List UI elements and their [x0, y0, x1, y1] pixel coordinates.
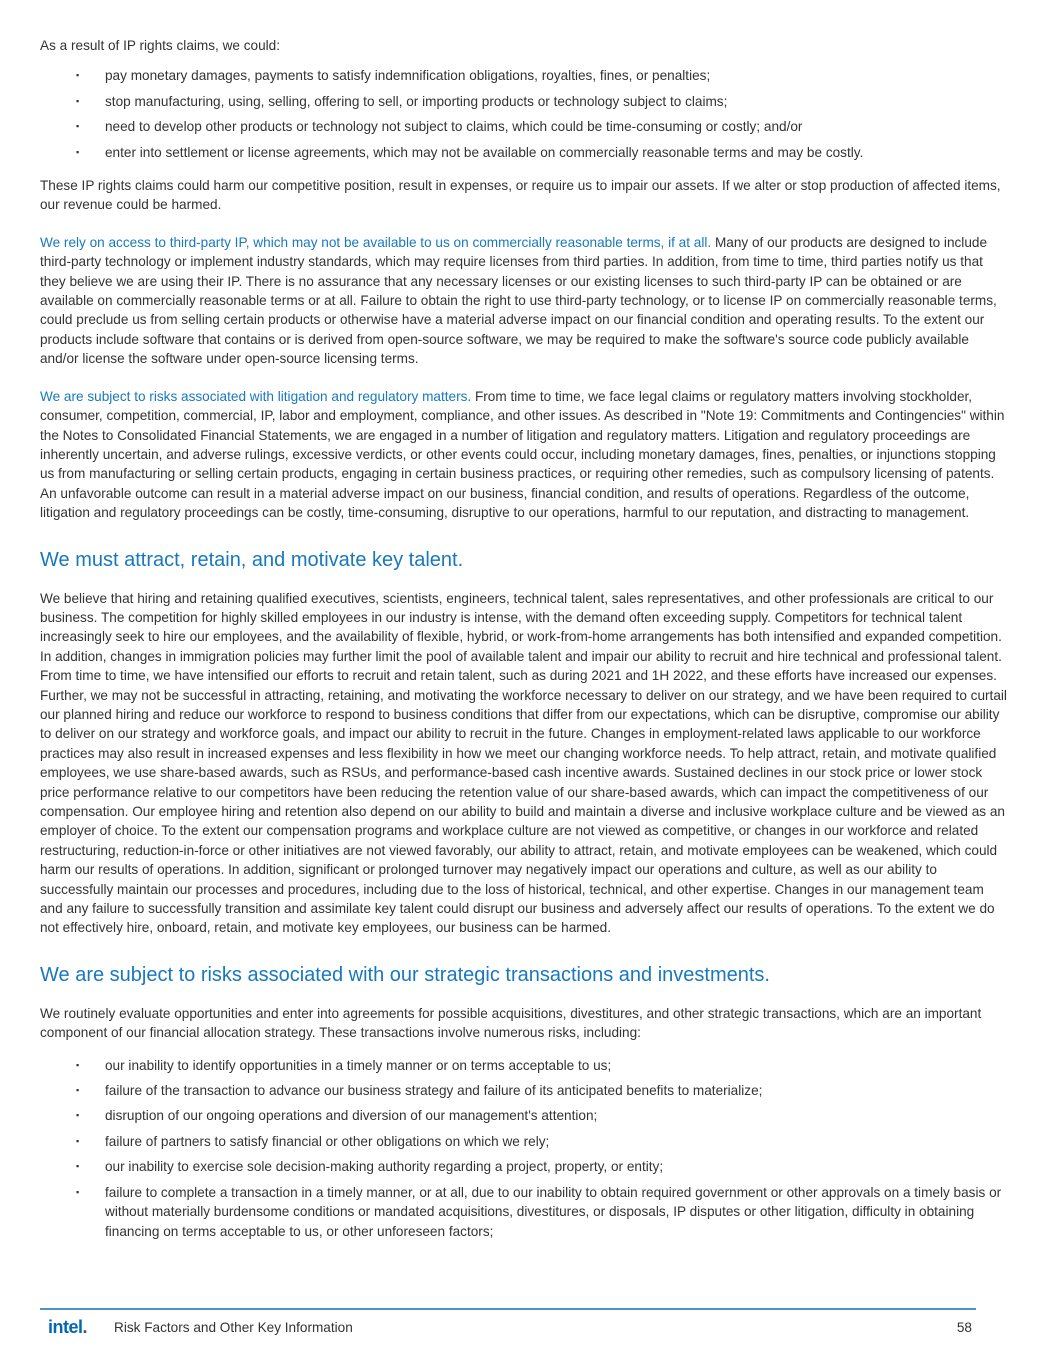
list-item-text: pay monetary damages, payments to satisfy indemnification obligations, royalties, fines, or penalties; — [105, 68, 711, 84]
list-item-text: failure of partners to satisfy financial or other obligations on which we rely; — [105, 1133, 550, 1149]
bullet-icon: ▪ — [76, 1186, 80, 1197]
list-item-text: enter into settlement or license agreements, which may not be available on commercially reasonable terms and may be costly. — [105, 144, 864, 160]
list-item — [40, 117, 1010, 136]
intel-logo-text: intel — [48, 1317, 83, 1337]
paragraph-ip-claims-harm: These IP rights claims could harm our competitive position, result in expenses, or require us to impair our assets. If we alter or stop production of affected items, our revenue could be harmed. — [40, 178, 1001, 213]
footer-section-title: Risk Factors and Other Key Information — [114, 1319, 353, 1335]
paragraph-third-party-ip — [40, 233, 1010, 369]
list-item — [40, 1056, 1010, 1075]
list-item-text: failure to complete a transaction in a timely manner, or at all, due to our inability to obtain required government or other approvals on a timely basis or without materially burdensome conditions or mandated acquisitions, divestitures, or disposals, IP disputes or other litigation, difficulty in obtaining financing on terms acceptable to us, or other unforeseen factors; — [105, 1184, 1002, 1239]
paragraph-text: Many of our products are designed to include third-party technology or implement industry standards, which may require licenses from third parties. In addition, from time to time, third parties notify us that they believe we are using their IP. There is no assurance that any necessary licenses or our existing licenses to such third-party IP can be obtained or are available on commercially reasonable terms or at all. Failure to obtain the right to use third-party technology, or to license IP on commercially reasonable terms, could preclude us from selling certain products or otherwise have a material adverse impact on our financial condition and operating results. To the extent our products include software that contains or is derived from open-source software, we may be required to make the software's source code publicly available and/or license the software under open-source licensing terms. — [40, 234, 997, 367]
heading-strategic-transactions: We are subject to risks associated with our strategic transactions and investments. — [40, 963, 770, 986]
list-item-text: need to develop other products or technology not subject to claims, which could be time-consuming or costly; and/or — [105, 119, 803, 135]
bullet-icon: ▪ — [76, 1161, 80, 1172]
paragraph-strategic-intro: We routinely evaluate opportunities and enter into agreements for possible acquisitions, divestitures, and other strategic transactions, which are an important component of our financial allocation strategy. These transactions involve numerous risks, including: — [40, 1005, 982, 1041]
list-item-text: our inability to identify opportunities in a timely manner or on terms acceptable to us; — [105, 1057, 612, 1073]
lead-sentence: We rely on access to third-party IP, which may not be available to us on commercially reasonable terms, if at all. — [40, 234, 712, 250]
bullet-icon: ▪ — [76, 146, 80, 157]
list-item — [40, 1081, 1010, 1100]
list-item — [40, 1183, 1010, 1241]
intel-logo-dot: . — [82, 1317, 88, 1337]
lead-sentence: We are subject to risks associated with litigation and regulatory matters. — [40, 388, 472, 404]
list-item — [40, 143, 1010, 162]
paragraph-key-talent: We believe that hiring and retaining qualified executives, scientists, engineers, technical talent, sales representatives, and other professionals are critical to our business. The competition for highly skilled employees in our industry is intense, with the demand often exceeding supply. Competitors for technical talent increasingly seek to hire our employees, and the availability of flexible, hybrid, or work-from-home arrangements has both intensified and expanded competition. In addition, changes in immigration policies may further limit the pool of available talent and impair our ability to recruit and hire technical and professional talent. From time to time, we have intensified our efforts to recruit and retain talent, such as during 2021 and 1H 2022, and these efforts have increased our expenses. Further, we may not be successful in attracting, retaining, and motivating the workforce necessary to deliver on our strategy, and we have been required to curtail our planned hiring and reduce our workforce to respond to business conditions that differ from our expectations, which can be disruptive, compromise our ability to deliver on our strategy and workforce goals, and impact our ability to recruit in the future. Changes in employment-related laws applicable to our workforce practices may also result in increased expenses and less flexibility in how we meet our changing workforce needs. To help attract, retain, and motivate qualified employees, we use share-based awards, such as RSUs, and performance-based cash incentive awards. Sustained declines in our stock price or lower stock price performance relative to our competitors have been reducing the retention value of our share-based awards, which can impact the competitiveness of our compensation. Our employee hiring and retention also depend on our ability to build and maintain a diverse and inclusive workplace culture and be viewed as an employer of choice. To the extent our compensation programs and workplace culture are not viewed as competitive, or changes in our workforce and related restructuring, reduction-in-force or other initiatives are not viewed favorably, our ability to attract, retain, and motivate employees can be weakened, which could harm our results of operations. In addition, significant or prolonged turnover may negatively impact our operations and culture, as well as our ability to successfully maintain our processes and procedures, including due to the loss of historical, technical, and other expertise. Changes in our management team and any failure to successfully transition and assimilate key talent could disrupt our business and adversely affect our results of operations. To the extent we do not effectively hire, onboard, retain, and motivate key employees, our business can be harmed. — [40, 590, 1007, 936]
list-item-text: disruption of our ongoing operations and diversion of our management's attention; — [105, 1108, 598, 1124]
list-item — [40, 1157, 1010, 1176]
list-item — [40, 66, 1010, 85]
strategic-bullet-list — [40, 1056, 1010, 1241]
paragraph-litigation — [40, 387, 1010, 523]
bullet-icon: ▪ — [76, 121, 80, 132]
bullet-icon: ▪ — [76, 1135, 80, 1146]
page-number: 58 — [956, 1319, 972, 1335]
list-item-text: our inability to exercise sole decision-making authority regarding a project, property, or entity; — [105, 1159, 664, 1175]
bullet-icon: ▪ — [76, 1085, 80, 1096]
paragraph-text: From time to time, we face legal claims or regulatory matters involving stockholder, consumer, competition, commercial, IP, labor and employment, compliance, and other issues. As described in "Note 19: Commitments and Contingencies" within the Notes to Consolidated Financial Statements, we are engaged in a number of litigation and regulatory matters. Litigation and regulatory proceedings are inherently uncertain, and adverse rulings, excessive verdicts, or other events could occur, including monetary damages, fines, penalties, or injunctions stopping us from manufacturing or selling certain products, engaging in certain business practices, or requiring other remedies, such as compulsory licensing of patents. An unfavorable outcome can result in a material adverse impact on our business, financial condition, and results of operations. Regardless of the outcome, litigation and regulatory proceedings can be costly, time-consuming, disruptive to our operations, harmful to our reputation, and distracting to management. — [40, 388, 1005, 521]
bullet-icon: ▪ — [76, 1059, 80, 1070]
ip-claims-bullet-list — [40, 66, 1010, 162]
bullet-icon: ▪ — [76, 1110, 80, 1121]
list-item-text: stop manufacturing, using, selling, offering to sell, or importing products or technology subject to claims; — [105, 93, 728, 109]
list-item-text: failure of the transaction to advance our business strategy and failure of its anticipated benefits to materialize; — [105, 1083, 763, 1099]
bullet-icon: ▪ — [76, 95, 80, 106]
list-item — [40, 1106, 1010, 1125]
paragraph-ip-claims-intro: As a result of IP rights claims, we could: — [40, 38, 281, 53]
list-item — [40, 1132, 1010, 1151]
intel-logo — [48, 1317, 87, 1337]
page-footer — [40, 1308, 976, 1337]
heading-key-talent: We must attract, retain, and motivate key talent. — [40, 548, 464, 571]
list-item — [40, 92, 1010, 111]
bullet-icon: ▪ — [76, 70, 80, 81]
